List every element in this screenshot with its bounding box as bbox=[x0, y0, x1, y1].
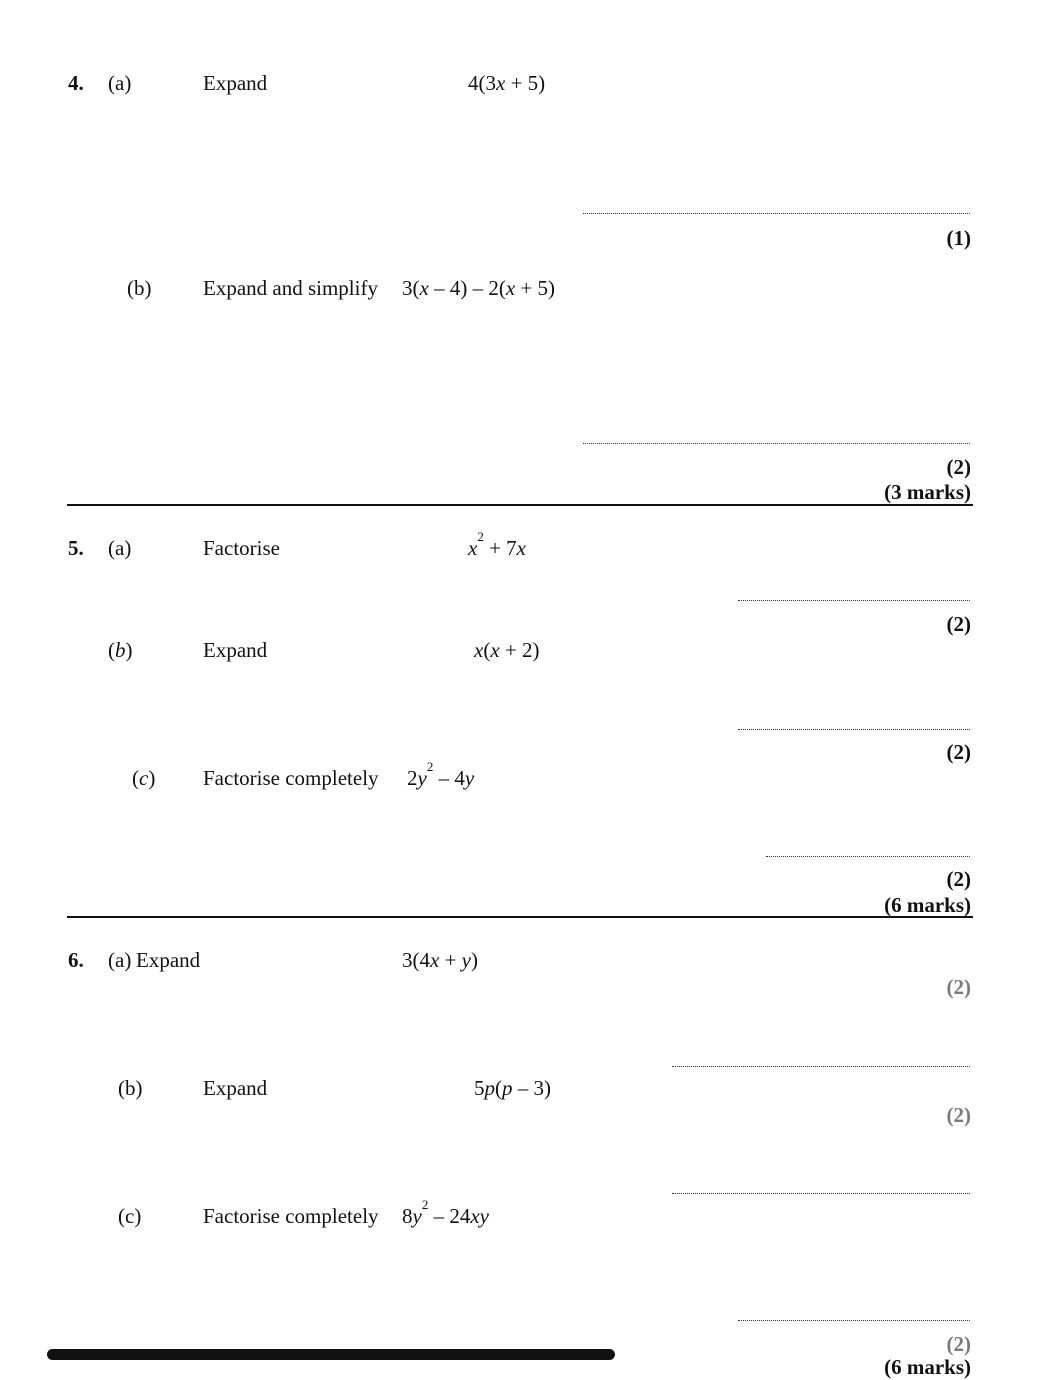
section-divider bbox=[67, 916, 973, 918]
q6b-mark: (2) bbox=[946, 1103, 971, 1127]
q5b-expression: x(x + 2) bbox=[474, 638, 540, 662]
q5c-expression: $2y^2 - 4y$ bbox=[407, 759, 475, 790]
q4a-mark: (1) bbox=[946, 226, 971, 250]
q6b-expression: 5p(p – 3) bbox=[474, 1076, 551, 1100]
q6c-expression: $8y^2 - 24xy$ bbox=[402, 1197, 489, 1228]
q6a-mark: (2) bbox=[946, 975, 971, 999]
q5a-expression: $x^2 + 7x$ bbox=[468, 529, 526, 560]
q5-number: 5. bbox=[68, 536, 84, 560]
q5-total-marks: (6 marks) bbox=[884, 893, 971, 917]
q4b-label: (b) bbox=[127, 276, 152, 300]
q5a-mark: (2) bbox=[946, 612, 971, 636]
q4b-expression: 3(x – 4) – 2(x + 5) bbox=[402, 276, 555, 300]
q6b-label: (b) bbox=[118, 1076, 143, 1100]
section-divider bbox=[67, 504, 973, 506]
q5c-answer-line[interactable] bbox=[766, 856, 970, 857]
q4b-instruction: Expand and simplify bbox=[203, 276, 378, 300]
q6a-answer-line[interactable] bbox=[672, 1066, 970, 1067]
q5b-mark: (2) bbox=[946, 740, 971, 764]
q6a-instruction: Expand bbox=[136, 948, 201, 972]
q5b-instruction: Expand bbox=[203, 638, 268, 662]
q4b-mark: (2) bbox=[946, 455, 971, 479]
q4a-expression: 4(3x + 5) bbox=[468, 71, 546, 95]
q4-number: 4. bbox=[68, 71, 84, 95]
q5a-instruction: Factorise bbox=[203, 536, 280, 560]
q4-total-marks: (3 marks) bbox=[884, 480, 971, 504]
q6c-instruction: Factorise completely bbox=[203, 1204, 379, 1228]
q6-number: 6. bbox=[68, 948, 84, 972]
q6b-answer-line[interactable] bbox=[672, 1193, 970, 1194]
q6a-label: (a) bbox=[108, 948, 132, 972]
q6c-answer-line[interactable] bbox=[738, 1320, 970, 1321]
q6b-instruction: Expand bbox=[203, 1076, 268, 1100]
q4b-answer-line[interactable] bbox=[583, 443, 970, 444]
q5c-label: (c) bbox=[132, 766, 156, 790]
q5c-instruction: Factorise completely bbox=[203, 766, 379, 790]
q5c-mark: (2) bbox=[946, 867, 971, 891]
q6c-mark: (2) bbox=[946, 1332, 971, 1356]
q5b-answer-line[interactable] bbox=[738, 729, 970, 730]
q6c-label: (c) bbox=[118, 1204, 142, 1228]
q4a-instruction: Expand bbox=[203, 71, 268, 95]
q5a-label: (a) bbox=[108, 536, 132, 560]
q6-total-marks: (6 marks) bbox=[884, 1355, 971, 1379]
q4a-label: (a) bbox=[108, 71, 132, 95]
q5a-answer-line[interactable] bbox=[738, 600, 970, 601]
q5b-label: (b) bbox=[108, 638, 133, 662]
home-indicator-bar[interactable] bbox=[47, 1349, 615, 1360]
q6a-expression: 3(4x + y) bbox=[402, 948, 478, 972]
q4a-answer-line[interactable] bbox=[583, 213, 970, 214]
